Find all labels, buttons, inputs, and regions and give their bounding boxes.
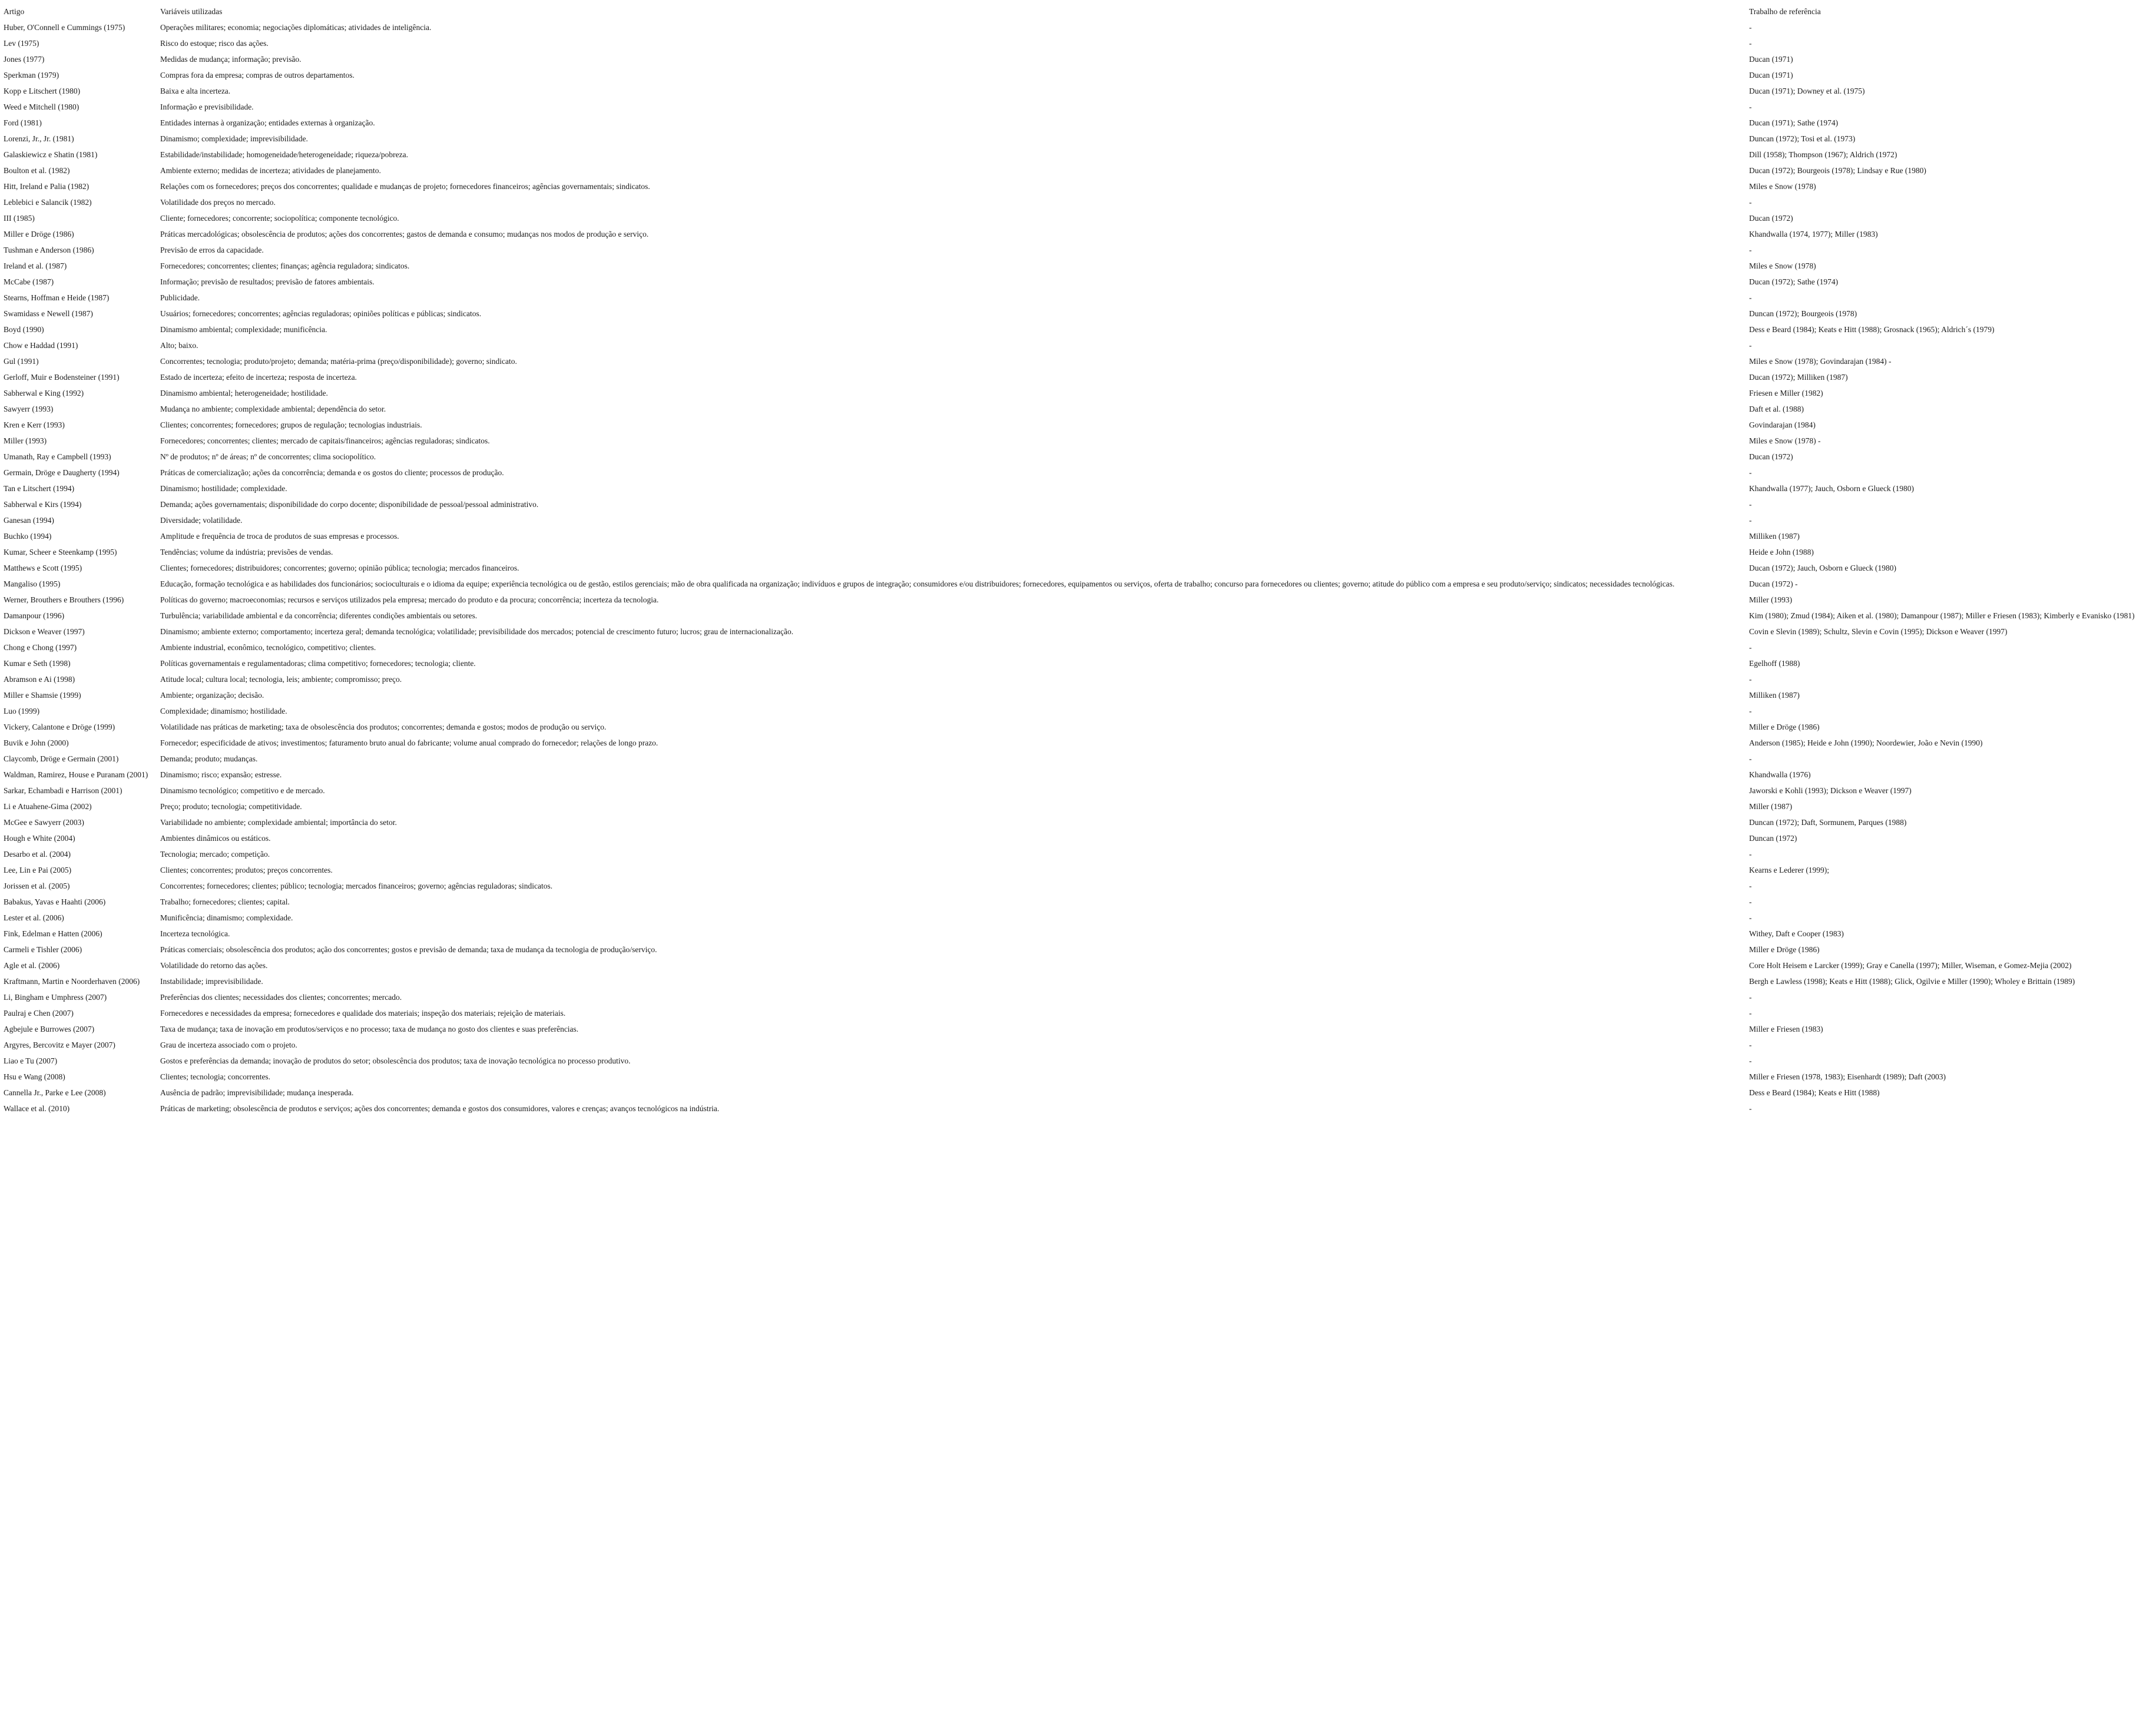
cell-referencia: - [1749,516,1752,525]
cell-referencia: - [1749,1009,1752,1018]
table-row [4,655,2152,671]
table-row [4,1085,2152,1101]
cell-referencia: Friesen e Miller (1982) [1749,389,1823,397]
cell-artigo: Jones (1977) [4,55,45,64]
table-row [4,481,2152,496]
cell-artigo: Buvik e John (2000) [4,738,69,747]
cell-variaveis: Demanda; ações governamentais; disponibilidade do corpo docente; disponibilidade de pessoal/pessoal administrativo. [160,500,539,509]
cell-artigo: Gul (1991) [4,357,39,366]
table-row [4,783,2152,798]
cell-artigo: Argyres, Bercovitz e Mayer (2007) [4,1041,115,1049]
cell-referencia: Ducan (1971) [1749,71,1793,79]
table-row [4,337,2152,353]
cell-artigo: Li e Atuahene-Gima (2002) [4,802,92,811]
cell-variaveis: Dinamismo tecnológico; competitivo e de mercado. [160,786,325,795]
cell-artigo: Gerloff, Muir e Bodensteiner (1991) [4,373,120,382]
table-row [4,194,2152,210]
cell-artigo: Kumar, Scheer e Steenkamp (1995) [4,548,117,556]
cell-artigo: Boyd (1990) [4,325,44,334]
table-row [4,973,2152,989]
cell-referencia: Kim (1980); Zmud (1984); Aiken et al. (1980); Damanpour (1987); Miller e Friesen (1983); Kimberly e Evanisko (1981) [1749,611,2135,620]
cell-referencia: - [1749,643,1752,652]
cell-artigo: Matthews e Scott (1995) [4,564,82,572]
cell-referencia: Core Holt Heisem e Larcker (1999); Gray e Canella (1997); Miller, Wiseman, e Gomez-Mejia (2002) [1749,961,2072,970]
cell-referencia: Ducan (1971) [1749,55,1793,64]
cell-artigo: McGee e Sawyerr (2003) [4,818,84,827]
cell-referencia: - [1749,850,1752,859]
cell-referencia: Miles e Snow (1978) - [1749,436,1821,445]
cell-variaveis: Previsão de erros da capacidade. [160,246,264,254]
cell-artigo: Sperkman (1979) [4,71,59,79]
header-row [4,4,2152,19]
cell-referencia: Anderson (1985); Heide e John (1990); Noordewier, João e Nevin (1990) [1749,738,1983,747]
cell-variaveis: Dinamismo; risco; expansão; estresse. [160,770,282,779]
cell-variaveis: Taxa de mudança; taxa de inovação em produtos/serviços e no processo; taxa de mudança no gosto dos clientes e suas preferências. [160,1025,579,1033]
cell-referencia: - [1749,102,1752,111]
table-row [4,306,2152,322]
cell-variaveis: Alto; baixo. [160,341,198,350]
cell-referencia: Egelhoff (1988) [1749,659,1800,668]
cell-referencia: Ducan (1972) [1749,452,1793,461]
cell-referencia: - [1749,198,1752,207]
cell-artigo: Kopp e Litschert (1980) [4,87,81,95]
cell-variaveis: Baixa e alta incerteza. [160,87,231,95]
cell-artigo: Ford (1981) [4,118,42,127]
table-row [4,878,2152,894]
table-row [4,385,2152,401]
cell-referencia: Miller (1987) [1749,802,1793,811]
cell-variaveis: Ambiente externo; medidas de incerteza; atividades de planejamento. [160,166,381,175]
cell-artigo: Boulton et al. (1982) [4,166,70,175]
cell-referencia: - [1749,1104,1752,1113]
cell-variaveis: Volatilidade do retorno das ações. [160,961,268,970]
cell-artigo: Werner, Brouthers e Brouthers (1996) [4,595,124,604]
cell-artigo: Paulraj e Chen (2007) [4,1009,74,1018]
cell-variaveis: Nº de produtos; nº de áreas; nº de concorrentes; clima sociopolítico. [160,452,376,461]
cell-referencia: - [1749,754,1752,763]
table-row [4,862,2152,878]
cell-artigo: McCabe (1987) [4,277,54,286]
cell-referencia: Miller e Dröge (1986) [1749,945,1820,954]
cell-referencia: Bergh e Lawless (1998); Keats e Hitt (1988); Glick, Ogilvie e Miller (1990); Wholey e Brittain (1989) [1749,977,2075,986]
cell-artigo: Agbejule e Burrowes (2007) [4,1025,95,1033]
cell-artigo: Stearns, Hoffman e Heide (1987) [4,293,110,302]
cell-artigo: Lester et al. (2006) [4,913,64,922]
cell-variaveis: Informação e previsibilidade. [160,102,254,111]
table-row [4,290,2152,306]
table-row [4,242,2152,258]
cell-variaveis: Publicidade. [160,293,200,302]
cell-referencia: - [1749,23,1752,32]
cell-artigo: Desarbo et al. (2004) [4,850,71,859]
cell-referencia: Khandwalla (1977); Jauch, Osborn e Glueck (1980) [1749,484,1915,493]
cell-artigo: Huber, O'Connell e Cummings (1975) [4,23,125,32]
cell-referencia: - [1749,1041,1752,1049]
cell-variaveis: Dinamismo; ambiente externo; comportamento; incerteza geral; demanda tecnológica; volatilidade; previsibilidade dos mercados; potencial de crescimento futuro; lucros; grau de internacionalização. [160,627,794,636]
table-row [4,1101,2152,1116]
cell-variaveis: Políticas governamentais e regulamentadoras; clima competitivo; fornecedores; tecnologia; cliente. [160,659,476,668]
table-row [4,1037,2152,1053]
table-row [4,735,2152,751]
cell-artigo: Ireland et al. (1987) [4,261,67,270]
cell-variaveis: Munificência; dinamismo; complexidade. [160,913,293,922]
cell-artigo: Lee, Lin e Pai (2005) [4,866,72,874]
cell-referencia: Miles e Snow (1978) [1749,261,1816,270]
table-row [4,496,2152,512]
cell-variaveis: Fornecedores; concorrentes; clientes; finanças; agência reguladora; sindicatos. [160,261,410,270]
cell-variaveis: Estado de incerteza; efeito de incerteza; resposta de incerteza. [160,373,357,382]
cell-referencia: Jaworski e Kohli (1993); Dickson e Weaver (1997) [1749,786,1912,795]
table-row [4,639,2152,655]
table-row [4,687,2152,703]
cell-variaveis: Volatilidade dos preços no mercado. [160,198,276,207]
cell-artigo: Luo (1999) [4,707,40,715]
cell-artigo: III (1985) [4,214,35,223]
table-row [4,178,2152,194]
cell-variaveis: Concorrentes; fornecedores; clientes; público; tecnologia; mercados financeiros; governo; agências reguladoras; sindicatos. [160,882,553,890]
cell-referencia: Ducan (1972); Bourgeois (1978); Lindsay e Rue (1980) [1749,166,1926,175]
cell-variaveis: Ambiente; organização; decisão. [160,691,264,700]
table-row [4,99,2152,115]
table-row [4,274,2152,290]
cell-referencia: Heide e John (1988) [1749,548,1814,556]
cell-variaveis: Grau de incerteza associado com o projeto. [160,1041,297,1049]
table-row [4,210,2152,226]
cell-artigo: Sabherwal e King (1992) [4,389,84,397]
cell-variaveis: Turbulência; variabilidade ambiental e da concorrência; diferentes condições ambientais ou setores. [160,611,478,620]
cell-variaveis: Estabilidade/instabilidade; homogeneidade/heterogeneidade; riqueza/pobreza. [160,150,408,159]
table-row [4,846,2152,862]
cell-artigo: Chong e Chong (1997) [4,643,77,652]
cell-artigo: Buchko (1994) [4,532,52,541]
cell-referencia: Daft et al. (1988) [1749,405,1804,413]
cell-referencia: Miller e Friesen (1983) [1749,1025,1823,1033]
cell-referencia: Miles e Snow (1978) [1749,182,1816,191]
table-row [4,258,2152,274]
cell-artigo: Swamidass e Newell (1987) [4,309,93,318]
cell-referencia: - [1749,500,1752,509]
cell-variaveis: Diversidade; volatilidade. [160,516,243,525]
cell-variaveis: Medidas de mudança; informação; previsão. [160,55,302,64]
cell-artigo: Wallace et al. (2010) [4,1104,70,1113]
table-row [4,894,2152,910]
cell-referencia: - [1749,341,1752,350]
table-row [4,544,2152,560]
table-row [4,671,2152,687]
cell-variaveis: Trabalho; fornecedores; clientes; capital. [160,897,290,906]
table-row [4,719,2152,735]
table-row [4,449,2152,465]
cell-referencia: Kearns e Lederer (1999); [1749,866,1830,874]
cell-artigo: Germain, Dröge e Daugherty (1994) [4,468,120,477]
cell-artigo: Miller e Shamsie (1999) [4,691,81,700]
table-row [4,35,2152,51]
cell-artigo: Ganesan (1994) [4,516,54,525]
cell-variaveis: Dinamismo; hostilidade; complexidade. [160,484,287,493]
cell-variaveis: Políticas do governo; macroeconomias; recursos e serviços utilizados pela empresa; mercado do produto e da procura; concorrência; incerteza da tecnologia. [160,595,659,604]
cell-artigo: Jorissen et al. (2005) [4,882,70,890]
cell-variaveis: Preço; produto; tecnologia; competitividade. [160,802,302,811]
table-row [4,814,2152,830]
cell-artigo: Claycomb, Dröge e Germain (2001) [4,754,119,763]
cell-variaveis: Atitude local; cultura local; tecnologia, leis; ambiente; compromisso; preço. [160,675,402,684]
cell-artigo: Cannella Jr., Parke e Lee (2008) [4,1088,106,1097]
table-row [4,830,2152,846]
table-row [4,528,2152,544]
cell-variaveis: Ambiente industrial, econômico, tecnológico, competitivo; clientes. [160,643,376,652]
header-variaveis: Variáveis utilizadas [160,7,223,16]
cell-artigo: Kren e Kerr (1993) [4,420,65,429]
cell-variaveis: Práticas de comercialização; ações da concorrência; demanda e os gostos do cliente; processos de produção. [160,468,504,477]
cell-referencia: Milliken (1987) [1749,532,1800,541]
cell-artigo: Abramson e Ai (1998) [4,675,75,684]
cell-variaveis: Demanda; produto; mudanças. [160,754,258,763]
cell-artigo: Galaskiewicz e Shatin (1981) [4,150,98,159]
cell-variaveis: Educação, formação tecnológica e as habilidades dos funcionários; socioculturais e o idioma da equipe; experiência tecnológica ou de gestão, estilos gerenciais; mão de obra qualificada na organização; indivíduos e grupos de integração; consumidores e/ou distribuidores; fornecedores, equipamentos ou serviços, oferta de trabalho; concurso para fornecedores ou clientes; governo; atitude do público com a empresa e seu produto/serviço; sindicatos; necessidades tecnológicas. [160,579,1675,588]
cell-variaveis: Usuários; fornecedores; concorrentes; agências reguladoras; opiniões políticas e públicas; sindicatos. [160,309,482,318]
cell-variaveis: Informação; previsão de resultados; previsão de fatores ambientais. [160,277,375,286]
cell-referencia: - [1749,468,1752,477]
cell-artigo: Weed e Mitchell (1980) [4,102,80,111]
cell-artigo: Fink, Edelman e Hatten (2006) [4,929,102,938]
table-row [4,957,2152,973]
cell-variaveis: Risco do estoque; risco das ações. [160,39,269,48]
cell-artigo: Hitt, Ireland e Palia (1982) [4,182,90,191]
cell-referencia: Govindarajan (1984) [1749,420,1816,429]
cell-variaveis: Volatilidade nas práticas de marketing; taxa de obsolescência dos produtos; concorrentes; demanda e gostos; modos de produção ou serviço. [160,723,607,731]
table-row [4,926,2152,942]
cell-variaveis: Dinamismo; complexidade; imprevisibilidade. [160,134,308,143]
cell-referencia: Duncan (1972); Bourgeois (1978) [1749,309,1857,318]
cell-referencia: - [1749,913,1752,922]
cell-referencia: Ducan (1972); Jauch, Osborn e Glueck (1980) [1749,564,1897,572]
table-row [4,1053,2152,1069]
cell-referencia: - [1749,882,1752,890]
cell-referencia: - [1749,707,1752,715]
cell-referencia: Miller e Friesen (1978, 1983); Eisenhardt (1989); Daft (2003) [1749,1072,1946,1081]
table-row [4,767,2152,783]
cell-variaveis: Instabilidade; imprevisibilidade. [160,977,263,986]
cell-artigo: Lorenzi, Jr., Jr. (1981) [4,134,74,143]
table-body [4,4,2152,1116]
cell-artigo: Chow e Haddad (1991) [4,341,78,350]
cell-referencia: Duncan (1972); Daft, Sormunem, Parques (1988) [1749,818,1907,827]
table-row [4,401,2152,417]
cell-artigo: Babakus, Yavas e Haahti (2006) [4,897,106,906]
cell-variaveis: Gostos e preferências da demanda; inovação de produtos do setor; obsolescência dos produtos; taxa de inovação tecnológica no processo produtivo. [160,1056,631,1065]
table-row [4,226,2152,242]
table-row [4,131,2152,147]
cell-artigo: Vickery, Calantone e Dröge (1999) [4,723,115,731]
cell-variaveis: Amplitude e frequência de troca de produtos de suas empresas e processos. [160,532,399,541]
table-row [4,19,2152,35]
cell-artigo: Miller e Dröge (1986) [4,230,74,238]
cell-artigo: Leblebici e Salancik (1982) [4,198,92,207]
cell-referencia: Duncan (1972); Tosi et al. (1973) [1749,134,1856,143]
table-row [4,751,2152,767]
cell-artigo: Mangaliso (1995) [4,579,61,588]
table-row [4,989,2152,1005]
cell-variaveis: Clientes; concorrentes; produtos; preços concorrentes. [160,866,333,874]
cell-variaveis: Práticas mercadológicas; obsolescência de produtos; ações dos concorrentes; gastos de demanda e consumo; mudanças nos modos de produção e serviço. [160,230,649,238]
table-row [4,67,2152,83]
cell-referencia: Miller (1993) [1749,595,1793,604]
cell-variaveis: Clientes; tecnologia; concorrentes. [160,1072,271,1081]
cell-variaveis: Incerteza tecnológica. [160,929,230,938]
cell-variaveis: Fornecedores e necessidades da empresa; fornecedores e qualidade dos materiais; inspeção dos materiais; rejeição de materiais. [160,1009,566,1018]
cell-variaveis: Concorrentes; tecnologia; produto/projeto; demanda; matéria-prima (preço/disponibilidade); governo; sindicato. [160,357,517,366]
cell-referencia: Miles e Snow (1978); Govindarajan (1984) - [1749,357,1892,366]
cell-variaveis: Cliente; fornecedores; concorrente; sociopolítica; componente tecnológico. [160,214,399,223]
table-row [4,83,2152,99]
header-artigo: Artigo [4,7,25,16]
cell-variaveis: Clientes; fornecedores; distribuidores; concorrentes; governo; opinião pública; tecnologia; mercados financeiros. [160,564,519,572]
cell-variaveis: Práticas de marketing; obsolescência de produtos e serviços; ações dos concorrentes; demanda e gostos dos consumidores, valores e crenças; avanços tecnológicos na indústria. [160,1104,720,1113]
cell-referencia: Khandwalla (1976) [1749,770,1811,779]
table-row [4,624,2152,639]
cell-artigo: Tushman e Anderson (1986) [4,246,94,254]
cell-referencia: Ducan (1972); Sathe (1974) [1749,277,1839,286]
cell-variaveis: Tendências; volume da indústria; previsões de vendas. [160,548,333,556]
cell-referencia: - [1749,993,1752,1002]
cell-referencia: Miller e Dröge (1986) [1749,723,1820,731]
table-row [4,147,2152,163]
table-row [4,1021,2152,1037]
cell-artigo: Sarkar, Echambadi e Harrison (2001) [4,786,122,795]
cell-referencia: Khandwalla (1974, 1977); Miller (1983) [1749,230,1878,238]
cell-variaveis: Dinamismo ambiental; heterogeneidade; hostilidade. [160,389,328,397]
table-row [4,115,2152,131]
reference-table [4,4,2152,1116]
table-row [4,433,2152,449]
cell-variaveis: Mudança no ambiente; complexidade ambiental; dependência do setor. [160,405,386,413]
cell-variaveis: Tecnologia; mercado; competição. [160,850,270,859]
cell-referencia: Ducan (1971); Sathe (1974) [1749,118,1839,127]
table-row [4,1005,2152,1021]
table-row [4,1069,2152,1085]
cell-variaveis: Entidades internas à organização; entidades externas à organização. [160,118,375,127]
cell-variaveis: Relações com os fornecedores; preços dos concorrentes; qualidade e mudanças de projeto; fornecedores financeiros; agências governamentais; sindicatos. [160,182,650,191]
cell-variaveis: Práticas comerciais; obsolescência dos produtos; ação dos concorrentes; gostos e previsão de demanda; taxa de mudança da tecnologia de produção/serviço. [160,945,657,954]
cell-referencia: Milliken (1987) [1749,691,1800,700]
table-row [4,942,2152,957]
cell-artigo: Damanpour (1996) [4,611,65,620]
cell-referencia: - [1749,675,1752,684]
cell-artigo: Hough e White (2004) [4,834,75,843]
cell-variaveis: Fornecedor; especificidade de ativos; investimentos; faturamento bruto anual do fabricante; volume anual comprado do fornecedor; relações de longo prazo. [160,738,658,747]
cell-referencia: - [1749,39,1752,48]
table-row [4,322,2152,337]
cell-referencia: - [1749,1056,1752,1065]
table-row [4,512,2152,528]
cell-artigo: Li, Bingham e Umphress (2007) [4,993,107,1002]
table-row [4,163,2152,178]
cell-artigo: Lev (1975) [4,39,39,48]
cell-artigo: Kraftmann, Martin e Noorderhaven (2006) [4,977,140,986]
table-row [4,703,2152,719]
cell-artigo: Umanath, Ray e Campbell (1993) [4,452,111,461]
cell-artigo: Carmeli e Tishler (2006) [4,945,82,954]
table-row [4,51,2152,67]
header-referencia: Trabalho de referência [1749,7,1821,16]
table-row [4,369,2152,385]
cell-referencia: Ducan (1971); Downey et al. (1975) [1749,87,1865,95]
cell-variaveis: Complexidade; dinamismo; hostilidade. [160,707,287,715]
cell-referencia: Ducan (1972) [1749,214,1793,223]
table-row [4,910,2152,926]
cell-variaveis: Dinamismo ambiental; complexidade; munificência. [160,325,327,334]
cell-variaveis: Ausência de padrão; imprevisibilidade; mudança inesperada. [160,1088,354,1097]
cell-variaveis: Clientes; concorrentes; fornecedores; grupos de regulação; tecnologias industriais. [160,420,422,429]
table-row [4,560,2152,576]
table-row [4,353,2152,369]
cell-variaveis: Operações militares; economia; negociações diplomáticas; atividades de inteligência. [160,23,432,32]
table-row [4,465,2152,481]
cell-variaveis: Compras fora da empresa; compras de outros departamentos. [160,71,355,79]
cell-referencia: Duncan (1972) [1749,834,1797,843]
cell-referencia: - [1749,293,1752,302]
table-row [4,592,2152,608]
cell-variaveis: Fornecedores; concorrentes; clientes; mercado de capitais/financeiros; agências reguladoras; sindicatos. [160,436,490,445]
cell-artigo: Miller (1993) [4,436,47,445]
cell-artigo: Hsu e Wang (2008) [4,1072,65,1081]
cell-artigo: Waldman, Ramirez, House e Puranam (2001) [4,770,148,779]
cell-artigo: Tan e Litschert (1994) [4,484,75,493]
cell-variaveis: Preferências dos clientes; necessidades dos clientes; concorrentes; mercado. [160,993,402,1002]
table-row [4,417,2152,433]
table-row [4,798,2152,814]
cell-referencia: Dill (1958); Thompson (1967); Aldrich (1972) [1749,150,1897,159]
table-row [4,576,2152,592]
cell-referencia: Ducan (1972); Milliken (1987) [1749,373,1848,382]
cell-referencia: Dess e Beard (1984); Keats e Hitt (1988) [1749,1088,1880,1097]
cell-referencia: - [1749,897,1752,906]
table-row [4,608,2152,624]
cell-referencia: Ducan (1972) - [1749,579,1798,588]
cell-referencia: Dess e Beard (1984); Keats e Hitt (1988); Grosnack (1965); Aldrich´s (1979) [1749,325,1995,334]
cell-referencia: Withey, Daft e Cooper (1983) [1749,929,1844,938]
cell-variaveis: Variabilidade no ambiente; complexidade ambiental; importância do setor. [160,818,397,827]
cell-artigo: Agle et al. (2006) [4,961,60,970]
cell-artigo: Kumar e Seth (1998) [4,659,71,668]
cell-variaveis: Ambientes dinâmicos ou estáticos. [160,834,271,843]
cell-referencia: Covin e Slevin (1989); Schultz, Slevin e Covin (1995); Dickson e Weaver (1997) [1749,627,2008,636]
cell-referencia: - [1749,246,1752,254]
cell-artigo: Liao e Tu (2007) [4,1056,58,1065]
cell-artigo: Sabherwal e Kirs (1994) [4,500,82,509]
cell-artigo: Dickson e Weaver (1997) [4,627,85,636]
cell-artigo: Sawyerr (1993) [4,405,54,413]
